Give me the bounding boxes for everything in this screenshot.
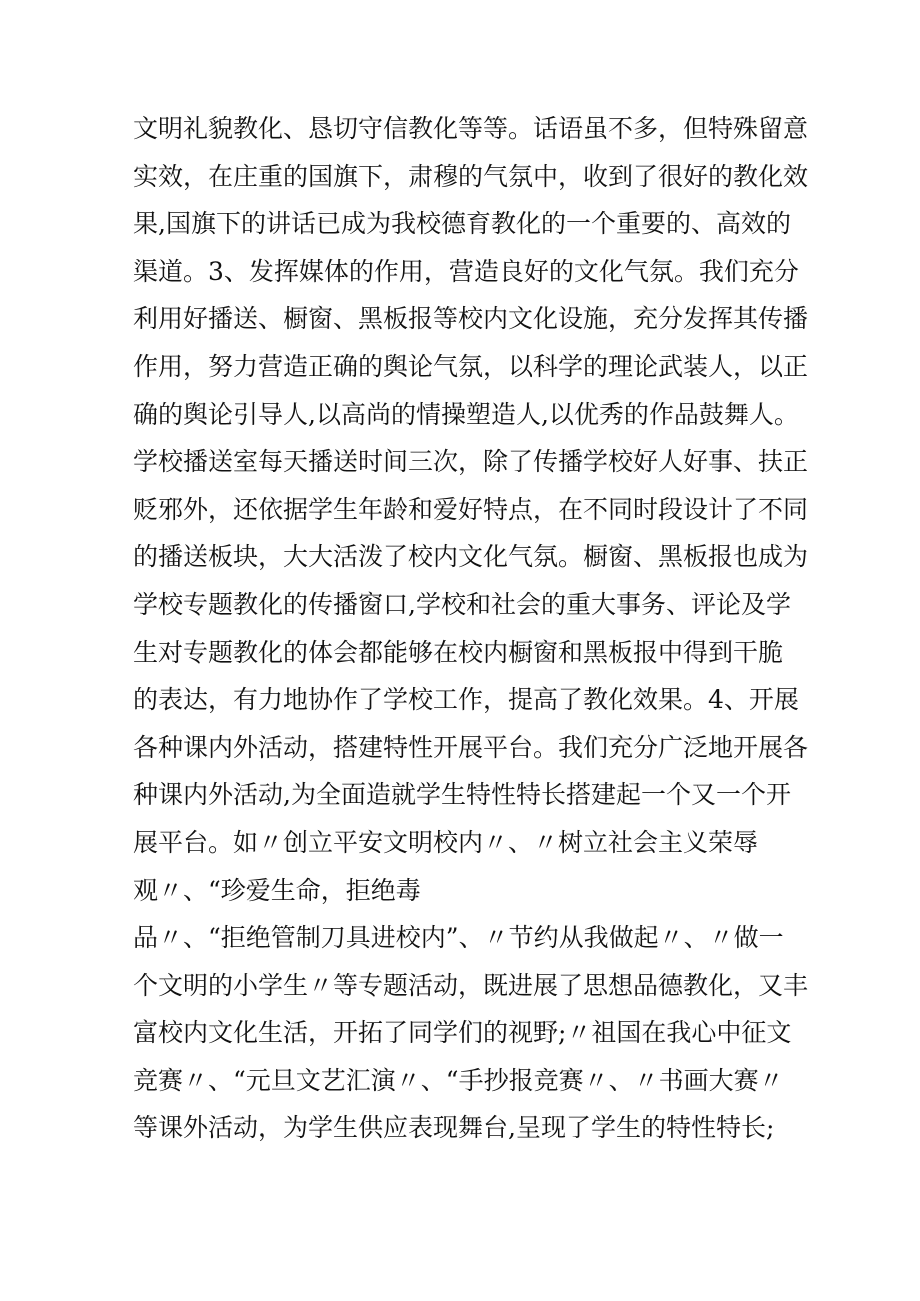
text-line: 渠道。3、发挥媒体的作用，营造良好的文化气氛。我们充分 xyxy=(133,256,799,286)
text-line: 作用，努力营造正确的舆论气氛，以科学的理论武装人，以正 xyxy=(133,351,809,381)
text-line: 的表达，有力地协作了学校工作，提高了教化效果。4、开展 xyxy=(133,685,799,715)
text-line: 展平台。如〃创立平安文明校内〃、〃树立社会主义荣辱 xyxy=(133,827,759,857)
text-line: 文明礼貌教化、恳切守信教化等等。话语虽不多，但特殊留意 xyxy=(133,114,809,143)
text-line: 果,国旗下的讲话已成为我校德育教化的一个重要的、高效的 xyxy=(133,209,791,239)
text-line: 观〃、“珍爱生命，拒绝毒 xyxy=(133,875,421,905)
text-line: 贬邪外，还依据学生年龄和爱好特点，在不同时段设计了不同 xyxy=(133,494,809,524)
text-line: 实效，在庄重的国旗下，肃穆的气氛中，收到了很好的教化效 xyxy=(133,161,809,191)
text-line: 各种课内外活动，搭建特性开展平台。我们充分广泛地开展各 xyxy=(133,732,809,762)
text-line: 生对专题教化的体会都能够在校内橱窗和黑板报中得到干脆 xyxy=(133,637,784,667)
text-line: 利用好播送、橱窗、黑板报等校内文化设施，充分发挥其传播 xyxy=(133,304,809,334)
text-line: 富校内文化生活，开拓了同学们的视野;〃祖国在我心中征文 xyxy=(133,1018,792,1048)
text-line: 个文明的小学生〃等专题活动，既进展了思想品德教化，又丰 xyxy=(133,970,809,1000)
text-line: 竞赛〃、“元旦文艺汇演〃、“手抄报竞赛〃、〃书画大赛〃 xyxy=(133,1065,784,1095)
text-line: 学校播送室每天播送时间三次，除了传播学校好人好事、扶正 xyxy=(133,447,809,477)
text-line: 种课内外活动,为全面造就学生特性特长搭建起一个又一个开 xyxy=(133,780,791,810)
text-line: 等课外活动，为学生供应表现舞台,呈现了学生的特性特长; xyxy=(133,1113,775,1143)
body-text xyxy=(133,105,833,1152)
text-line: 的播送板块，大大活泼了校内文化气氛。橱窗、黑板报也成为 xyxy=(133,542,809,572)
text-line: 学校专题教化的传播窗口,学校和社会的重大事务、评论及学 xyxy=(133,589,791,619)
text-line: 确的舆论引导人,以高尚的情操塑造人,以优秀的作品鼓舞人。 xyxy=(133,399,799,429)
text-line: 品〃、“拒绝管制刀具进校内”、〃节约从我做起〃、〃做一 xyxy=(133,923,784,953)
